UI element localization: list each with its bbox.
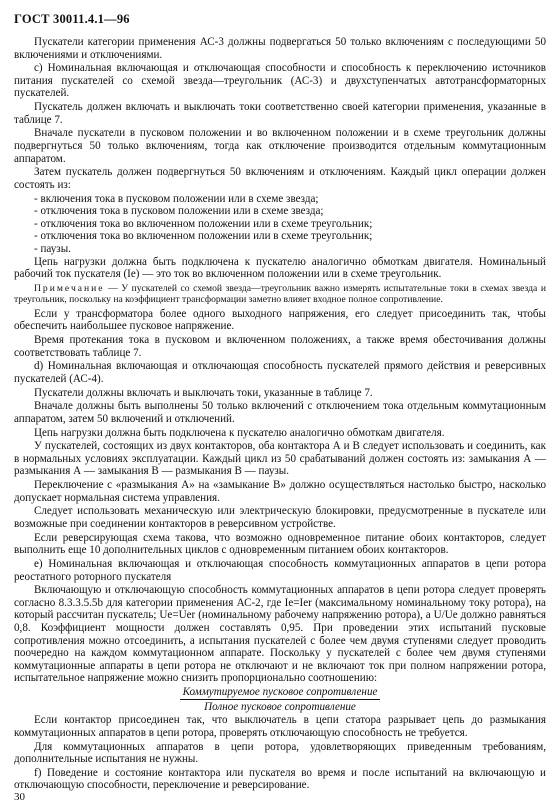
note-text: — У пускателей со схемой звезда—треугольник важно измерять испытательные токи в схемах звезда и треугольник, поскольку на коэффициент трансформации заметно влияет входное полное сопротивление.	[14, 282, 546, 305]
list-item: - включения тока в пусковом положении или в схеме звезда;	[34, 192, 319, 205]
paragraph: Пускатели категории применения АС-3 должны подвергаться 50 только включениям с последующими 50 включениями и отключениями.	[14, 36, 546, 61]
paragraph: Вначале должны быть выполнены 50 только включений с отключением тока отдельным коммутационным аппаратом, затем 50 включений и отключений.	[14, 400, 546, 425]
list-item: - паузы.	[34, 242, 71, 255]
paragraph: f) Поведение и состояние контактора или пускателя во время и после испытаний на включающую и отключающую способности, переключение и реверсирование.	[14, 766, 546, 792]
paragraph: Цепь нагрузки должна быть подключена к пускателю аналогично обмоткам двигателя. Номинальный рабочий ток пускателя (Ie) — это ток во включенном положении или в схеме треугольник.	[14, 255, 546, 281]
paragraph: Пускатель должен включать и выключать токи соответственно своей категории применения, указанные в таблице 7.	[14, 101, 546, 126]
paragraph: Следует использовать механическую или электрическую блокировки, предусмотренные в пускателе или возможные при соединении контакторов в реверсивном устройстве.	[14, 505, 546, 530]
paragraph: Если у трансформатора более одного выходного напряжения, его следует присоединить так, чтобы обеспечить наибольшее пусковое напряжение.	[14, 307, 546, 333]
paragraph: d) Номинальная включающая и отключающая способность пускателей прямого действия и реверсивных пускателей (АС-4).	[14, 360, 546, 385]
formula-numerator: Коммутируемое пусковое сопротивление	[180, 686, 381, 700]
paragraph: Если контактор присоединен так, что выключатель в цепи статора разрывает цепь до размыкания коммутационных аппаратов в цепи ротора, проверять отключающую способность не требуется.	[14, 714, 546, 739]
paragraph: Включающую и отключающую способность коммутационных аппаратов в цепи ротора следует проверять согласно 8.3.3.5.5b для категории применения АС-2, где Ie=Ier (максимальному номинальному току ротора), на который рассчитан пускатель; Ue=Uer (номинальному рабочему напряжению ротора), а U/Ue должно равняться 0,8. Коэффициент мощности должен составлять 0,95. При проведении этих испытаний пусковые сопротивления можно отсоединить, а испытания пускателей с более чем двумя ступенями следует проводить поочередно на каждом коммутационном аппарате. Поскольку у пускателей с более чем двумя ступенями коммутационные аппараты в цепи ротора не отключают и не включают ток при полном напряжении ротора, испытательное напряжение можно снизить пропорционально соотношению:	[14, 584, 546, 685]
paragraph: c) Номинальная включающая и отключающая способности и способность к переключению источников питания пускателей со схемой звезда—треугольник (АС-3) и двухступенчатых автотрансформаторных пускателей.	[14, 62, 546, 100]
document-body	[14, 36, 546, 793]
paragraph: Переключение с «размыкания А» на «замыкание В» должно осуществляться настолько быстро, насколько допускает нормальная система управления.	[14, 479, 546, 504]
list-item: - отключения тока в пусковом положении или в схеме звезда;	[34, 205, 324, 218]
paragraph: Если реверсирующая схема такова, что возможно одновременное питание обоих контакторов, следует выполнить еще 10 дополнительных циклов с одновременным питанием обоих контакторов.	[14, 531, 546, 557]
paragraph: e) Номинальная включающая и отключающая способность коммутационных аппаратов в цепи ротора реостатного роторного пускателя	[14, 557, 546, 583]
paragraph: Вначале пускатели в пусковом положении и во включенном положении и в схеме треугольник должны подвергнуться 50 только включениям, тогда как отключение производится отдельным коммутационным аппаратом.	[14, 127, 546, 165]
paragraph: Пускатели должны включать и выключать токи, указанные в таблице 7.	[34, 386, 373, 399]
note-label: Примечание	[34, 282, 105, 294]
paragraph: Время протекания тока в пусковом и включенном положениях, а также время обесточивания должны соответствовать таблице 7.	[14, 334, 546, 359]
page-number: 30	[14, 791, 25, 803]
paragraph: Цепь нагрузки должна быть подключена к пускателю аналогично обмоткам двигателя.	[34, 426, 445, 439]
document-header: ГОСТ 30011.4.1—96	[14, 12, 130, 26]
ratio-formula	[14, 686, 546, 713]
paragraph: У пускателей, состоящих из двух контакторов, оба контактора А и В следует использовать и соединить, как в нормальных условиях эксплуатации. Каждый цикл из 50 срабатываний должен состоять из: замыкания А — размыкания А — замыкания В — размыкания В — паузы.	[14, 440, 546, 478]
note	[14, 283, 546, 305]
list-item: - отключения тока во включенном положении или в схеме треугольник;	[34, 230, 373, 243]
list-item: - отключения тока во включенном положении или в схеме треугольник;	[34, 217, 373, 230]
paragraph: Для коммутационных аппаратов в цепи ротора, удовлетворяющих приведенным требованиям, дополнительные испытания не нужны.	[14, 740, 546, 766]
formula-denominator: Полное пусковое сопротивление	[204, 700, 356, 713]
paragraph: Затем пускатель должен подвергнуться 50 включениям и отключениям. Каждый цикл операции должен состоять из:	[14, 166, 546, 191]
